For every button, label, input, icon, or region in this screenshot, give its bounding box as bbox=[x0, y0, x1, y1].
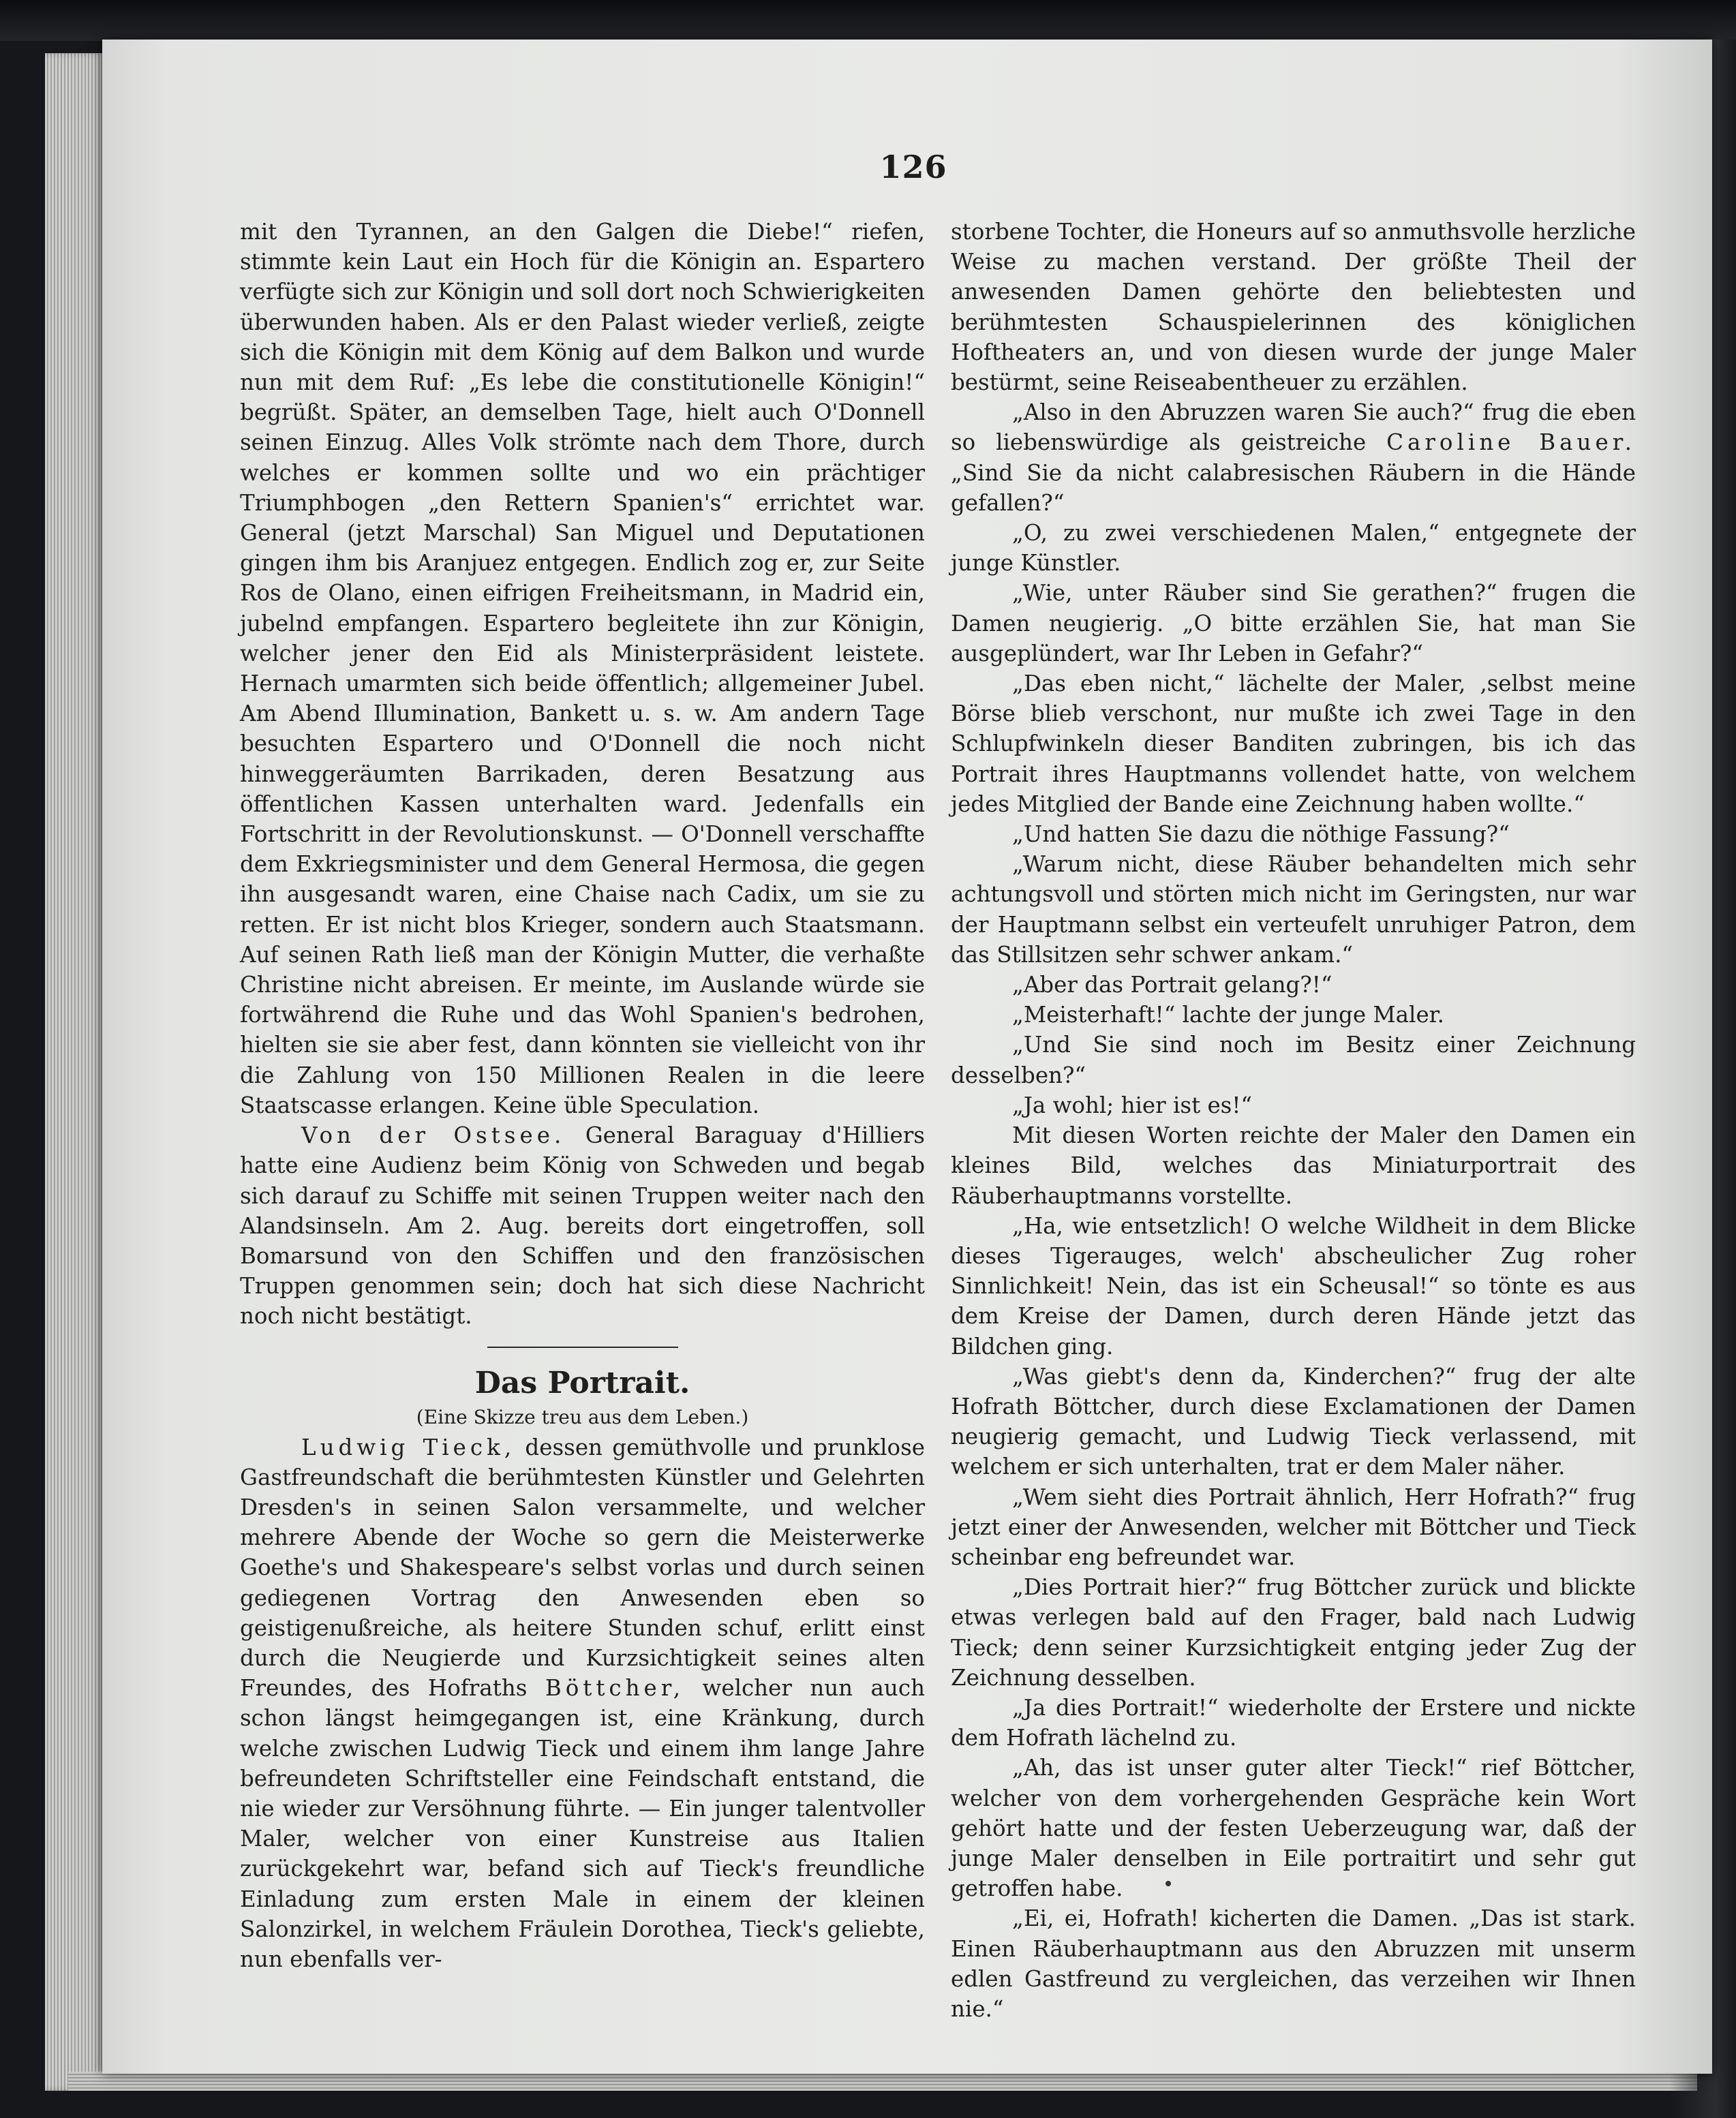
paragraph: storbene Tochter, die Honeurs auf so anmuthsvolle herzliche Weise zu machen verstand. Der größte Theil der anwesenden Damen gehörte den beliebtesten und berühmtesten Schauspielerinnen des königlichen Hoftheaters an, und von diesen wurde der junge Maler bestürmt, seine Reiseabentheuer zu erzählen. bbox=[951, 219, 1636, 396]
book-page-edges bbox=[45, 53, 105, 2091]
scanner-bed bbox=[0, 0, 1736, 41]
right-column bbox=[951, 217, 1636, 2024]
article-title: Das Portrait. bbox=[474, 1365, 690, 1400]
paragraph-text: „Sind Sie da nicht calabresischen Räubern in die Hände gefallen?“ bbox=[951, 459, 1636, 516]
paragraph: „Ei, ei, Hofrath! kicherten die Damen. „Das ist stark. Einen Räuberhauptmann aus den Abruzzen mit unserm edlen Gastfreund zu vergleichen, das verzeihen wir Ihnen nie.“ bbox=[951, 1905, 1636, 2022]
paragraph: „Wem sieht dies Portrait ähnlich, Herr Hofrath?“ frug jetzt einer der Anwesenden, welcher mit Böttcher und Tieck scheinbar eng befreundet war. bbox=[951, 1484, 1636, 1570]
section-lead: Von der Ostsee. bbox=[301, 1122, 566, 1149]
paragraph bbox=[951, 397, 1636, 518]
page-number: 126 bbox=[879, 149, 947, 185]
paragraph: „Ja dies Portrait!“ wiederholte der Erstere und nickte dem Hofrath lächelnd zu. bbox=[951, 1694, 1636, 1751]
paragraph: „Und hatten Sie dazu die nöthige Fassung?“ bbox=[1012, 821, 1510, 848]
left-column bbox=[240, 217, 925, 1974]
paragraph: „Dies Portrait hier?“ frug Böttcher zurück und blickte etwas verlegen bald auf den Frager, bald nach Ludwig Tieck; denn seiner Kurzsichtigkeit entging jeder Zug der Zeichnung desselben. bbox=[951, 1574, 1636, 1691]
paragraph-text: General Baraguay d'Hilliers hatte eine Audienz beim König von Schweden und begab sich darauf zu Schiffe mit seinen Truppen weiter nach den Alandsinseln. Am 2. Aug. bereits dort eingetroffen, soll Bomarsund von den Schiffen und den französischen Truppen genommen sein; doch hat sich diese Nachricht noch nicht bestätigt. bbox=[240, 1122, 925, 1330]
paragraph: „Ha, wie entsetzlich! O welche Wildheit in dem Blicke dieses Tigerauges, welch' abscheulicher Zug roher Sinnlichkeit! Nein, das ist ein Scheusal!“ so tönte es aus dem Kreise der Damen, durch deren Hände jetzt das Bildchen ging. bbox=[951, 1212, 1636, 1360]
paragraph: „Aber das Portrait gelang?!“ bbox=[1012, 972, 1333, 998]
paragraph-text: welcher nun auch schon längst heimgegangen ist, eine Kränkung, durch welche zwischen Ludwig Tieck und einem ihm lange Jahre befreundeten Schriftsteller eine Feindschaft entstand, die nie wieder zur Versöhnung führte. — Ein junger talentvoller Maler, welcher von einer Kunstreise aus Italien zurückgekehrt war, befand sich auf Tieck's freundliche Einladung zum ersten Male in einem der kleinen Salonzirkel, in welchem Fräulein Dorothea, Tieck's geliebte, nun ebenfalls ver- bbox=[240, 1675, 925, 1972]
paragraph: „Was giebt's denn da, Kinderchen?“ frug der alte Hofrath Böttcher, durch diese Exclamationen der Damen neugierig gemacht, und Ludwig Tieck verlassend, mit welchem er sich unterhalten, trat er dem Maler näher. bbox=[951, 1363, 1636, 1480]
article-subtitle: (Eine Skizze treu aus dem Leben.) bbox=[416, 1405, 749, 1428]
paragraph: Mit diesen Worten reichte der Maler den Damen ein kleines Bild, welches das Miniaturportrait des Räuberhauptmanns vorstellte. bbox=[951, 1122, 1636, 1209]
section-divider bbox=[487, 1347, 678, 1348]
paragraph: „Ah, das ist unser guter alter Tieck!“ rief Böttcher, welcher von dem vorhergehenden Gespräche kein Wort gehört hatte und der festen Ueberzeugung war, daß der junge Maler denselben in Eile portraitirt und sehr gut getroffen habe. bbox=[951, 1755, 1636, 1902]
paragraph: „Meisterhaft!“ lachte der junge Maler. bbox=[1012, 1002, 1444, 1028]
person-name: Ludwig Tieck, bbox=[301, 1434, 516, 1460]
paragraph: „Wie, unter Räuber sind Sie gerathen?“ frugen die Damen neugierig. „O bitte erzählen Sie, hat man Sie ausgeplündert, war Ihr Leben in Gefahr?“ bbox=[951, 580, 1636, 666]
person-name: Böttcher, bbox=[545, 1675, 685, 1702]
ink-speck bbox=[1166, 1881, 1171, 1886]
paragraph: „O, zu zwei verschiedenen Malen,“ entgegnete der junge Künstler. bbox=[951, 520, 1636, 577]
paragraph: mit den Tyrannen, an den Galgen die Diebe!“ riefen, stimmte kein Laut ein Hoch für die Königin an. Espartero verfügte sich zur Königin und soll dort noch Schwierigkeiten überwunden haben. Als er den Palast wieder verließ, zeigte sich die Königin mit dem König auf dem Balkon und wurde nun mit dem Ruf: „Es lebe die constitutionelle Königin!“ begrüßt. Später, an demselben Tage, hielt auch O'Donnell seinen Einzug. Alles Volk strömte nach dem Thore, durch welches er kommen sollte und wo ein prächtiger Triumphbogen „den Rettern Spanien's“ errichtet war. General (jetzt Marschal) San Miguel und Deputationen gingen ihm bis Aranjuez entgegen. Endlich zog er, zur Seite Ros de Olano, einen eifrigen Freiheitsmann, in Madrid ein, jubelnd empfangen. Espartero begleitete ihn zur Königin, welcher jener den Eid als Ministerpräsident leistete. Hernach umarmten sich beide öffentlich; allgemeiner Jubel. Am Abend Illumination, Bankett u. s. w. Am andern Tage besuchten Espartero und O'Donnell die noch nicht hinweggeräumten Barrikaden, deren Besatzung aus öffentlichen Kassen unterhalten ward. Jedenfalls ein Fortschritt in der Revolutionskunst. — O'Donnell verschaffte dem Exkriegsminister und dem General Hermosa, die gegen ihn ausgesandt waren, eine Chaise nach Cadix, um sie zu retten. Er ist nicht blos Krieger, sondern auch Staatsmann. Auf seinen Rath ließ man der Königin Mutter, die verhaßte Christine nicht abreisen. Er meinte, im Auslande würde sie fortwährend die Ruhe und das Wohl Spanien's bedrohen, hielten sie sie aber fest, dann könnten sie vielleicht von ihr die Zahlung von 150 Millionen Realen in die leere Staatscasse erlangen. Keine üble Speculation. bbox=[240, 219, 925, 1118]
paragraph: „Das eben nicht,“ lächelte der Maler, ‚selbst meine Börse blieb verschont, nur mußte ich zwei Tage in den Schlupfwinkeln dieser Banditen zubringen, bis ich das Portrait ihres Hauptmanns vollendet hatte, von welchem jedes Mitglied der Bande eine Zeichnung haben wollte.“ bbox=[951, 671, 1636, 817]
person-name: Caroline Bauer. bbox=[1386, 429, 1636, 456]
paragraph-text: dessen gemüthvolle und prunklose Gastfreundschaft die berühmtesten Künstler und Gelehrten Dresden's in seinen Salon versammelte, und welcher mehrere Abende der Woche so gern die Meisterwerke Goethe's und Shakespeare's selbst vorlas und durch seinen gediegenen Vortrag den Anwesenden eben so geistigenußreiche, als heitere Stunden schuf, erlitt einst durch die Neugierde und Kurzsichtigkeit seines alten Freundes, des Hofraths bbox=[240, 1434, 925, 1702]
paragraph bbox=[240, 1120, 925, 1331]
paragraph: „Ja wohl; hier ist es!“ bbox=[1012, 1092, 1253, 1118]
paragraph: „Und Sie sind noch im Besitz einer Zeichnung desselben?“ bbox=[951, 1032, 1636, 1088]
paragraph: „Warum nicht, diese Räuber behandelten mich sehr achtungsvoll und störten mich nicht im Geringsten, nur war der Hauptmann selbst ein verteufelt unruhiger Patron, dem das Stillsitzen sehr schwer ankam.“ bbox=[951, 851, 1636, 968]
book-bottom-edges bbox=[68, 2072, 1697, 2091]
paragraph-text: „Also in den Abruzzen waren Sie auch?“ frug die eben so liebenswürdige als geistreiche bbox=[951, 399, 1636, 456]
paragraph bbox=[240, 1432, 925, 1975]
